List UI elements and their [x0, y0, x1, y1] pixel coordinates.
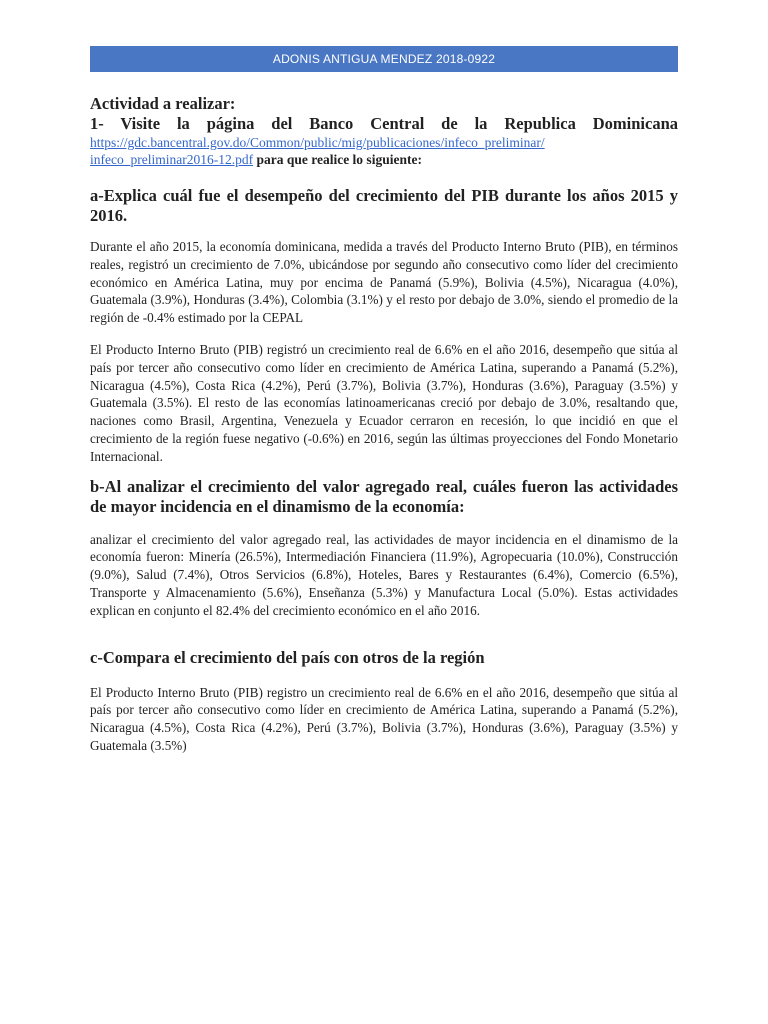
step-1-heading: 1- Visite la página del Banco Central de la Republica Dominicana	[90, 114, 678, 133]
section-c-paragraph-1: El Producto Interno Bruto (PIB) registro un crecimiento real de 6.6% en el año 2016, desempeño que sitúa al país por tercer año consecutivo como líder en crecimiento de América Latina, superando a Panamá (5.2%), Nicaragua (4.5%), Costa Rica (4.2%), Perú (3.7%), Bolivia (3.7%), Honduras (3.6%), Paraguay (3.5%) y Guatemala (3.5%)	[90, 684, 678, 753]
document-header-bar	[90, 46, 678, 72]
section-a-title: a-Explica cuál fue el desempeño del crecimiento del PIB durante los años 2015 y 2016.	[90, 186, 678, 225]
link-trailing-text: para que realice lo siguiente:	[253, 152, 422, 167]
link-line-2: infeco_preliminar2016-12.pdf	[90, 152, 254, 167]
section-c-title: c-Compara el crecimiento del país con otros de la región	[90, 647, 485, 667]
section-b-paragraph-1: analizar el crecimiento del valor agregado real, las actividades de mayor incidencia en el dinamismo de la economía fueron: Minería (26.5%), Intermediación Financiera (11.9%), Agropecuaria (10.0%), Construcción (9.0%), Salud (7.4%), Otros Servicios (6.8%), Hoteles, Bares y Restaurantes (6.4%), Comercio (6.5%), Transporte y Almacenamiento (5.6%), Enseñanza (5.3%) y Manufactura Local (5.0%). Estas actividades explican en conjunto el 82.4% del crecimiento económico en el año 2016.	[90, 531, 678, 618]
activity-label: Actividad a realizar:	[90, 94, 236, 113]
document-body	[90, 94, 678, 755]
section-a-paragraph-1: Durante el año 2015, la economía dominicana, medida a través del Producto Interno Bruto (PIB), en términos reales, registró un crecimiento de 7.0%, ubicándose por segundo año consecutivo como líder del crecimiento económico en América Latina, muy por encima de Panamá (5.9%), Bolivia (4.5%), Nicaragua (4.0%), Guatemala (3.9%), Honduras (3.4%), Colombia (3.1%) y el resto por debajo de 3.0%, siendo el promedio de la región de -0.4% estimado por la CEPAL	[90, 239, 678, 326]
section-a-paragraph-2: El Producto Interno Bruto (PIB) registró un crecimiento real de 6.6% en el año 2016, desempeño que sitúa al país por tercer año consecutivo como líder en crecimiento de América Latina, superando a Panamá (5.2%), Nicaragua (4.5%), Costa Rica (4.2%), Perú (3.7%), Bolivia (3.7%), Honduras (3.6%), Paraguay (3.5%) y Guatemala (3.5%). El resto de las economías latinoamericanas creció por debajo de 3.0%, resaltando que, naciones como Brasil, Argentina, Venezuela y Ecuador cerraron en recesión, lo que incidió en que el crecimiento de la región fuese negativo (-0.6%) en 2016, según las últimas proyecciones del Fondo Monetario Internacional.	[90, 341, 678, 464]
link-line-1: https://gdc.bancentral.gov.do/Common/public/mig/publicaciones/infeco_preliminar/	[90, 135, 545, 150]
intro-link-block	[90, 134, 678, 168]
section-b-title: b-Al analizar el crecimiento del valor agregado real, cuáles fueron las actividades de mayor incidencia en el dinamismo de la economía:	[90, 476, 678, 516]
author-title: ADONIS ANTIGUA MENDEZ 2018-0922	[272, 52, 496, 66]
